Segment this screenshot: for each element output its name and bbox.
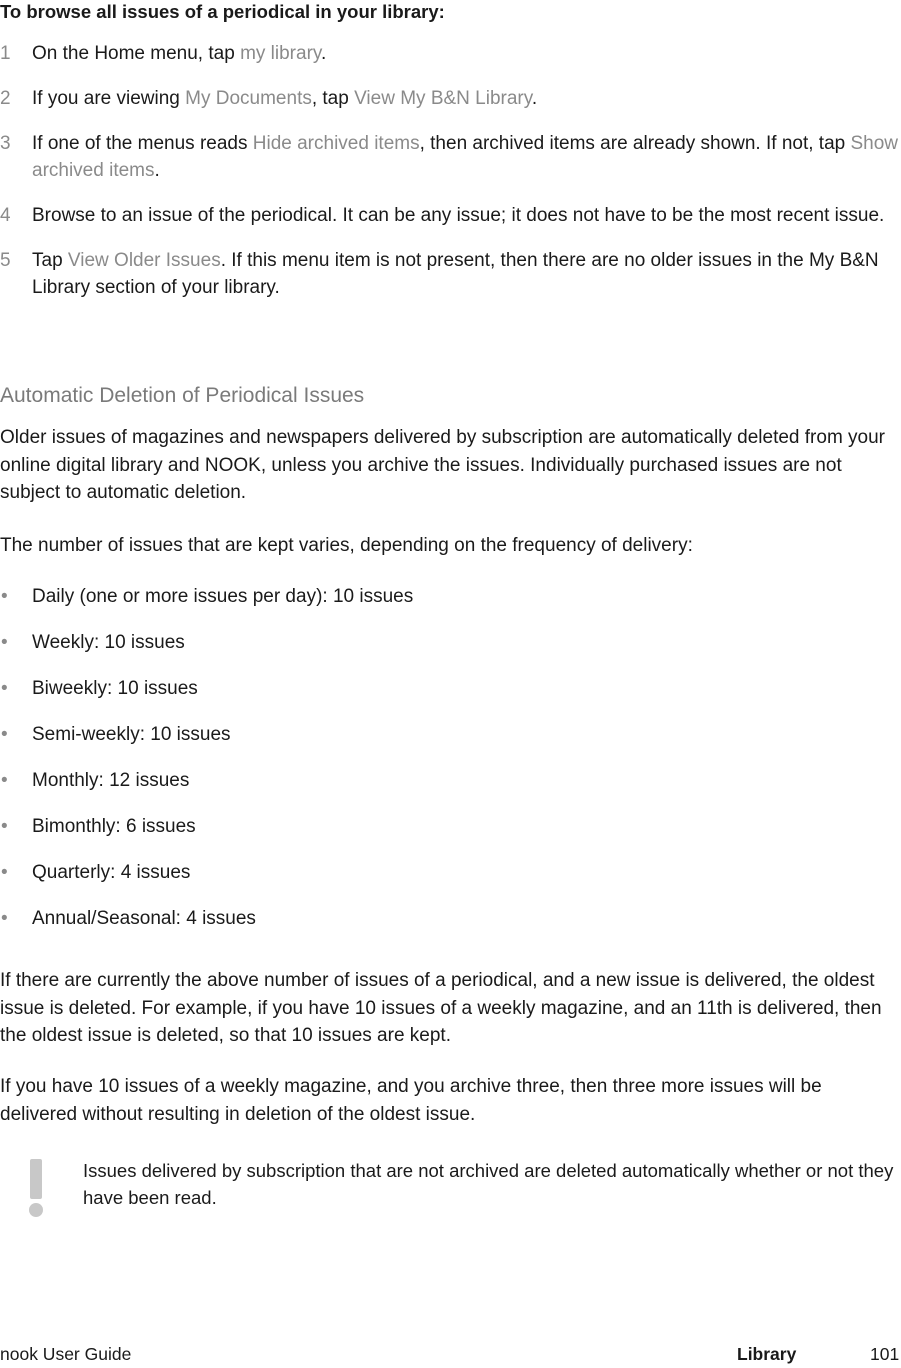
list-item-text: Daily (one or more issues per day): 10 issues (32, 586, 414, 607)
bullet-icon: • (1, 816, 8, 837)
step-text: . If this menu item is not present, then there are no older issues in the My B&N Library section of your library. (32, 250, 879, 298)
step-text: . (531, 88, 538, 109)
list-item-text: Weekly: 10 issues (32, 632, 185, 653)
menu-item-reference: View My B&N Library (354, 88, 532, 109)
step-text: . (154, 160, 160, 181)
list-item (0, 813, 413, 859)
menu-item-reference: View Older Issues (67, 250, 221, 271)
step-item (0, 247, 901, 301)
warning-text: Issues delivered by subscription that are not archived are deleted automatically whether or not they have been read. (83, 1160, 894, 1208)
step-number: 1 (0, 43, 11, 64)
bullet-icon: • (1, 862, 8, 883)
step-text: If you are viewing (32, 88, 186, 109)
list-item (0, 675, 413, 721)
list-item (0, 767, 413, 813)
paragraph-intro: Older issues of magazines and newspapers delivered by subscription are automatically deleted from your online digital library and NOOK, unless you archive the issues. Individually purchased issues are not subject to automatic deletion. (0, 427, 886, 503)
list-item (0, 859, 413, 905)
list-item-text: Quarterly: 4 issues (32, 862, 191, 883)
step-text: Browse to an issue of the periodical. It can be any issue; it does not have to be the most recent issue. (32, 205, 885, 226)
bullet-icon: • (1, 908, 8, 929)
step-item (0, 40, 901, 67)
step-text: If one of the menus reads (32, 133, 253, 154)
list-item-text: Bimonthly: 6 issues (32, 816, 196, 837)
menu-item-reference: My Documents (185, 88, 312, 109)
list-item-text: Semi-weekly: 10 issues (32, 724, 231, 745)
bullet-icon: • (1, 770, 8, 791)
page-footer (0, 1344, 901, 1368)
step-number: 3 (0, 133, 11, 154)
footer-chapter: Library (737, 1344, 797, 1364)
step-number: 5 (0, 250, 11, 271)
step-text: , tap (311, 88, 355, 109)
bullet-icon: • (1, 724, 8, 745)
step-text: On the Home menu, tap (32, 43, 241, 64)
page-number: 101 (870, 1344, 900, 1364)
bullet-icon: • (1, 678, 8, 699)
step-text: . (321, 43, 327, 64)
procedure-heading: To browse all issues of a periodical in your library: (0, 1, 445, 22)
bullet-icon: • (1, 586, 8, 607)
list-item (0, 629, 413, 675)
step-number: 2 (0, 88, 11, 109)
footer-guide-title: nook User Guide (0, 1344, 132, 1364)
step-text: Tap (32, 250, 68, 271)
step-number: 4 (0, 205, 11, 226)
frequency-list (0, 583, 413, 951)
step-text: , then archived items are already shown. If not, tap (419, 133, 851, 154)
list-item (0, 905, 413, 951)
list-item-text: Annual/Seasonal: 4 issues (32, 908, 256, 929)
bullet-icon: • (1, 632, 8, 653)
list-item-text: Biweekly: 10 issues (32, 678, 198, 699)
warning-note (0, 1157, 901, 1227)
paragraph-archive-note: If you have 10 issues of a weekly magazine, and you archive three, then three more issues will be delivered without resulting in deletion of the oldest issue. (0, 1076, 822, 1125)
section-title: Automatic Deletion of Periodical Issues (0, 384, 365, 407)
exclamation-icon (26, 1157, 46, 1219)
menu-item-reference: Hide archived items (252, 133, 420, 154)
paragraph-deletion-rule: If there are currently the above number of issues of a periodical, and a new issue is delivered, the oldest issue is deleted. For example, if you have 10 issues of a weekly magazine, and an 11th is delivered, then the oldest issue is deleted, so that 10 issues are kept. (0, 970, 882, 1046)
list-item (0, 721, 413, 767)
list-item (0, 583, 413, 629)
step-item (0, 85, 901, 112)
step-item (0, 130, 901, 184)
menu-item-reference: Show archived items (32, 133, 899, 181)
step-item (0, 202, 901, 229)
list-item-text: Monthly: 12 issues (32, 770, 190, 791)
menu-item-reference: my library (240, 43, 321, 64)
steps-list (0, 40, 901, 319)
paragraph-frequency: The number of issues that are kept varies, depending on the frequency of delivery: (0, 535, 693, 556)
